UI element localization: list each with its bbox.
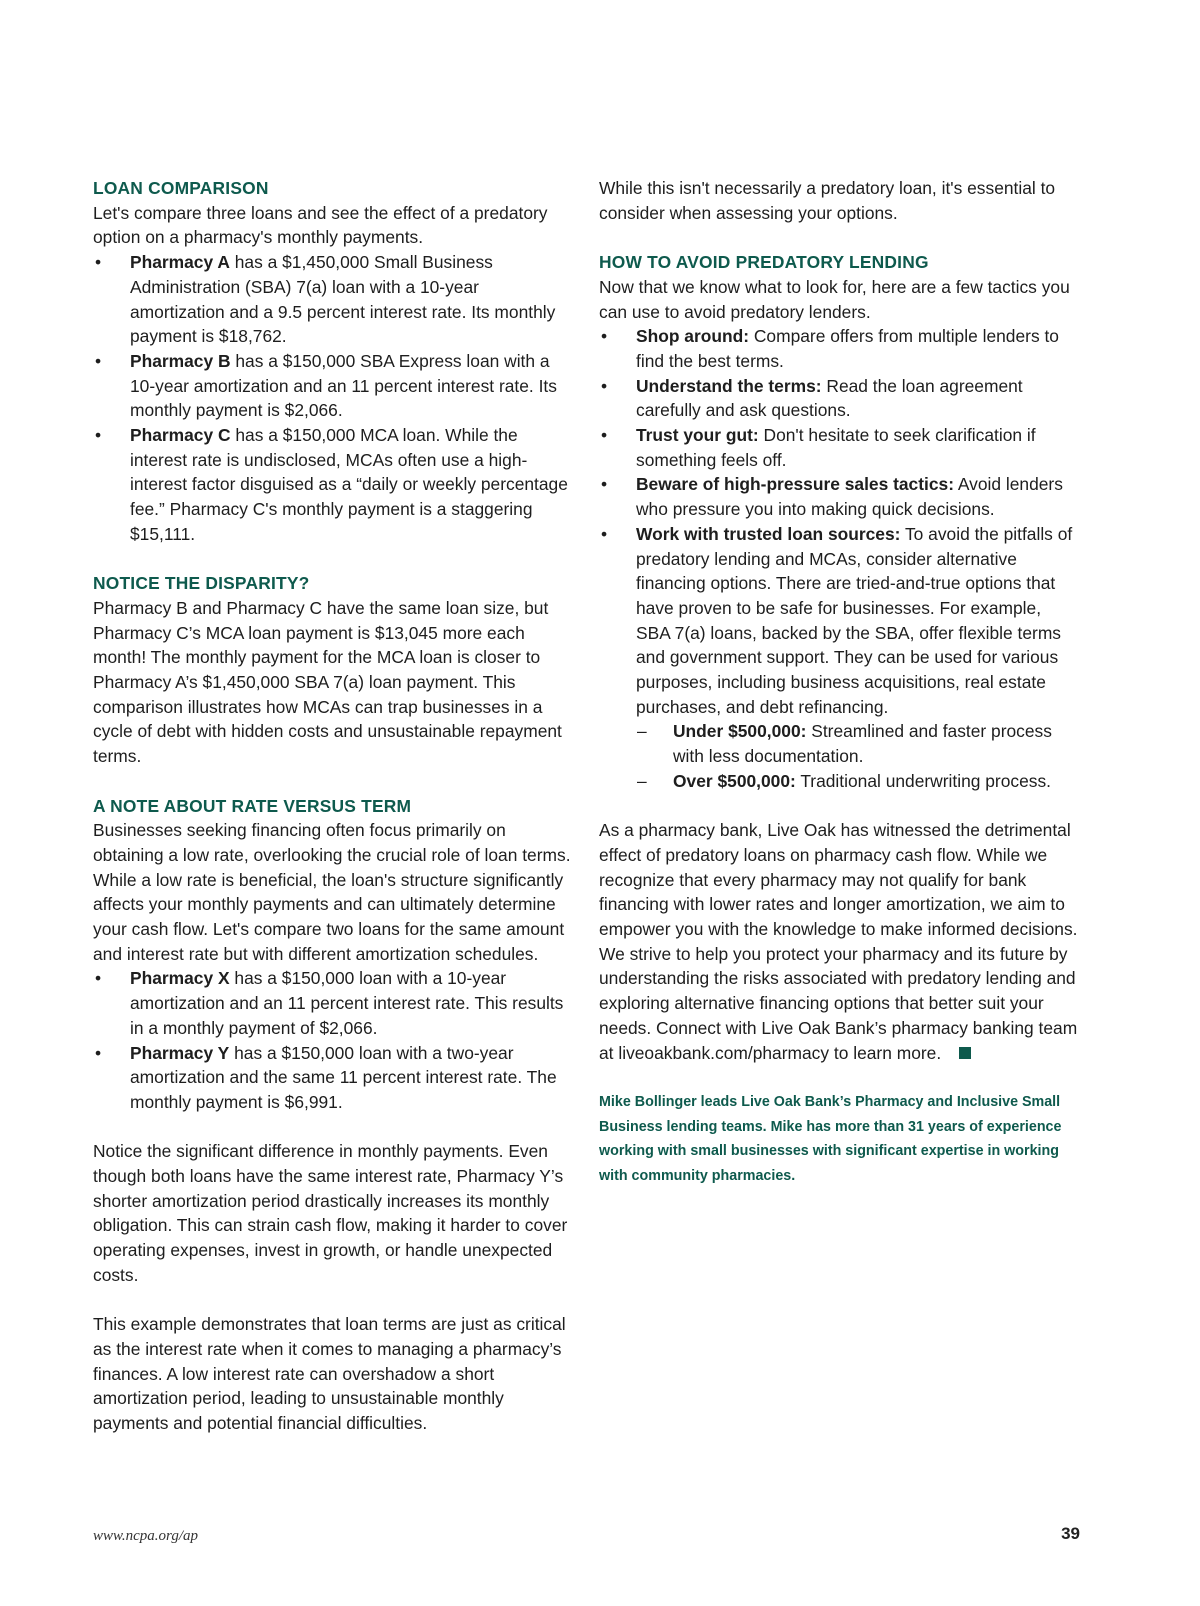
dash: – — [637, 721, 647, 742]
bullet: • — [95, 968, 102, 989]
right-column — [599, 176, 1079, 1189]
bullet: • — [95, 350, 102, 371]
sub-list-item — [599, 719, 1079, 768]
list-item — [599, 522, 1079, 720]
dash: – — [637, 770, 647, 791]
item-text: Streamlined and faster process with less documentation. — [673, 721, 1052, 767]
item-text: Traditional underwriting process. — [795, 770, 1051, 791]
avoid-lending-intro: Now that we know what to look for, here are a few tactics you can use to avoid predatory lenders. — [599, 276, 1070, 322]
item-text: has a $150,000 MCA loan. While the interest rate is undisclosed, MCAs often use a high-interest factor disguised as a “daily or weekly percentage fee.” Pharmacy C's monthly payment is a staggering $15,111. — [130, 425, 568, 544]
bullet: • — [601, 474, 608, 495]
item-text: has a $150,000 SBA Express loan with a 10-year amortization and an 11 percent interest rate. Its monthly payment is $2,066. — [130, 350, 557, 421]
item-text: Compare offers from multiple lenders to find the best terms. — [636, 326, 1059, 371]
rate-term-paragraph-2: Notice the significant difference in monthly payments. Even though both loans have the same interest rate, Pharmacy Y’s shorter amortization period drastically increases its monthly obligation. This can strain cash flow, making it harder to cover operating expenses, invest in growth, or handle unexpected costs. — [93, 1141, 568, 1285]
item-text: To avoid the pitfalls of predatory lending and MCAs, consider alternative financing options. There are tried-and-true options that have proven to be safe for businesses. For example, SBA 7(a) loans, backed by the SBA, offer flexible terms and government support. They can be used for various purposes, including business acquisitions, real estate purchases, and debt refinancing. — [636, 523, 1073, 717]
disparity-body: Pharmacy B and Pharmacy C have the same loan size, but Pharmacy C’s MCA loan payment is $13,045 more each month! The monthly payment for the MCA loan is closer to Pharmacy A’s $1,450,000 SBA 7(a) loan payment. This comparison illustrates how MCAs can trap businesses in a cycle of debt with hidden costs and unsustainable repayment terms. — [93, 597, 562, 767]
end-mark-icon — [959, 1047, 971, 1059]
item-label: Pharmacy X — [130, 968, 230, 989]
bullet: • — [601, 375, 608, 396]
item-label: Shop around: — [636, 326, 750, 347]
disparity-heading: NOTICE THE DISPARITY? — [93, 573, 310, 594]
loan-comparison-list — [93, 250, 575, 546]
left-column — [93, 176, 575, 1436]
footer-url: www.ncpa.org/ap — [93, 1528, 199, 1544]
loan-comparison-heading: LOAN COMPARISON — [93, 178, 269, 198]
bullet: • — [601, 523, 608, 544]
rate-term-paragraph-3: This example demonstrates that loan terms are just as critical as the interest rate when it comes to managing a pharmacy’s finances. A low interest rate can overshadow a short amortization period, leading to unsustainable monthly payments and potential financial difficulties. — [93, 1314, 566, 1434]
closing-text: As a pharmacy bank, Live Oak has witnessed the detrimental effect of predatory loans on pharmacy cash flow. While we recognize that every pharmacy may not qualify for bank financing with lower rates and longer amortization, we aim to empower you with the knowledge to make informed decisions. We strive to help you protect your pharmacy and its future by understanding the risks associated with predatory lending and exploring alternative financing options that better suit your needs. Connect with Live Oak Bank’s pharmacy banking team at liveoakbank.com/pharmacy to learn more. — [599, 820, 1078, 1063]
item-text: Read the loan agreement carefully and ask questions. — [636, 375, 1023, 421]
item-label: Under $500,000: — [673, 721, 807, 742]
list-item — [599, 472, 1079, 521]
list-item — [93, 423, 575, 547]
loan-size-sublist — [599, 719, 1079, 793]
item-label: Pharmacy C — [130, 425, 231, 446]
list-item — [93, 966, 575, 1040]
avoid-lending-heading: HOW TO AVOID PREDATORY LENDING — [599, 252, 929, 273]
list-item — [599, 374, 1079, 423]
continuation-paragraph: While this isn't necessarily a predatory loan, it's essential to consider when assessing your options. — [599, 178, 1056, 223]
tactics-list — [599, 324, 1079, 719]
item-label: Pharmacy Y — [130, 1042, 230, 1063]
list-item — [599, 324, 1079, 373]
page-number: 39 — [1061, 1524, 1080, 1543]
item-text: Don't hesitate to seek clarification if something feels off. — [636, 425, 1036, 470]
item-label: Pharmacy B — [130, 350, 231, 371]
item-text: has a $150,000 loan with a two-year amortization and the same 11 percent interest rate. The monthly payment is $6,991. — [130, 1042, 557, 1112]
rate-term-list — [93, 966, 575, 1114]
item-label: Understand the terms: — [636, 375, 822, 396]
list-item — [93, 1041, 575, 1115]
bullet: • — [601, 326, 608, 347]
list-item — [93, 349, 575, 423]
list-item — [599, 423, 1079, 472]
bullet: • — [95, 1042, 102, 1063]
item-text: has a $1,450,000 Small Business Administration (SBA) 7(a) loan with a 10-year amortization and a 9.5 percent interest rate. Its monthly payment is $18,762. — [130, 252, 556, 347]
rate-term-body: Businesses seeking financing often focus primarily on obtaining a low rate, overlooking the crucial role of loan terms. While a low rate is beneficial, the loan's structure significantly affects your monthly payments and can ultimately determine your cash flow. Let's compare two loans for the same amount and interest rate but with different amortization schedules. — [93, 820, 571, 964]
item-text: Avoid lenders who pressure you into making quick decisions. — [636, 474, 1063, 520]
closing-paragraph — [599, 818, 1079, 1065]
rate-term-heading: A NOTE ABOUT RATE VERSUS TERM — [93, 795, 412, 816]
item-label: Trust your gut: — [636, 425, 759, 446]
bullet: • — [601, 425, 608, 446]
item-label: Beware of high-pressure sales tactics: — [636, 474, 954, 495]
list-item — [93, 250, 575, 349]
bullet: • — [95, 252, 102, 273]
item-label: Work with trusted loan sources: — [636, 523, 901, 544]
bullet: • — [95, 425, 102, 446]
item-text: has a $150,000 loan with a 10-year amortization and an 11 percent interest rate. This results in a monthly payment of $2,066. — [130, 968, 564, 1038]
item-label: Over $500,000: — [673, 770, 796, 791]
sub-list-item — [599, 769, 1079, 794]
author-bio: Mike Bollinger leads Live Oak Bank’s Pharmacy and Inclusive Small Business lending teams. Mike has more than 31 years of experience working with small businesses with significant expertise in working with community pharmacies. — [599, 1093, 1062, 1185]
loan-comparison-intro: Let's compare three loans and see the effect of a predatory option on a pharmacy's monthly payments. — [93, 202, 548, 248]
item-label: Pharmacy A — [130, 252, 230, 273]
